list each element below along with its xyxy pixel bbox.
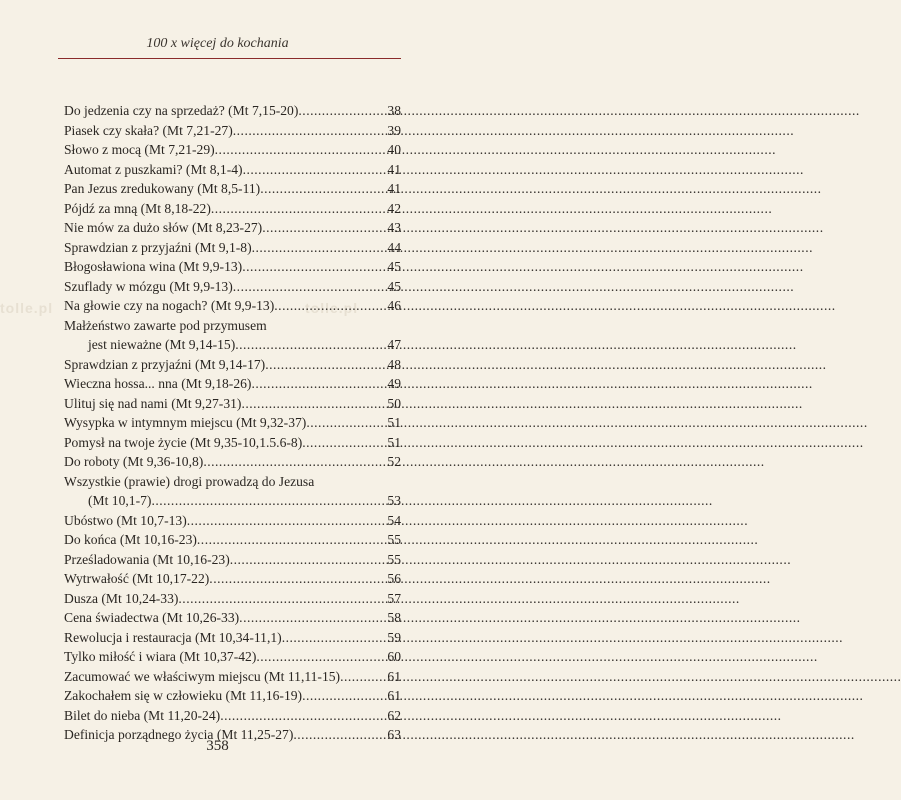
toc-entry-page: 56: [387, 571, 401, 586]
toc-entry: [64, 199, 401, 219]
toc-entry-page: 59: [387, 629, 401, 645]
dot-leader: [220, 706, 386, 726]
dot-leader: [187, 511, 387, 531]
toc-entry-page: 55: [387, 551, 401, 567]
toc-entry: [64, 140, 401, 160]
toc-entry-title: Na głowie czy na nogach? (Mt 9,9-13): [64, 298, 275, 313]
toc-entry-title: Pomysł na twoje życie (Mt 9,35-10,1.5.6-8): [64, 434, 303, 450]
dot-leader: [256, 647, 386, 667]
dot-leader: [239, 608, 386, 628]
dot-leader: [209, 569, 386, 589]
toc-entry: [64, 394, 401, 414]
toc-entry: [64, 472, 401, 511]
toc-entry: [64, 101, 401, 121]
toc-entry-title: Do końca (Mt 10,16-23): [64, 532, 197, 547]
toc-entry: [64, 706, 401, 726]
table-of-contents: [64, 101, 401, 745]
header-rule: [58, 58, 401, 59]
dot-leader: [233, 121, 387, 141]
dot-leader: [235, 335, 386, 355]
toc-entry: [64, 569, 401, 589]
toc-entry-title: Definicja porządnego życia (Mt 11,25-27): [64, 727, 294, 742]
toc-entry-title: Do roboty (Mt 9,36-10,8): [64, 454, 204, 469]
toc-entry: [64, 355, 401, 375]
watermark-left: tolle.pl: [0, 300, 54, 316]
toc-entry: [64, 413, 401, 433]
toc-entry: [64, 160, 401, 180]
toc-entry-page: 61: [387, 668, 401, 684]
toc-entry-title: Błogosławiona wina (Mt 9,9-13): [64, 259, 243, 274]
toc-entry-title: Zacumować we właściwym miejscu (Mt 11,11-15): [64, 668, 341, 684]
toc-entry: [64, 238, 401, 258]
dot-leader: [230, 550, 387, 570]
dot-leader: [251, 374, 386, 394]
watermark-right: tolle.pl: [305, 300, 359, 316]
toc-entry-page: 63: [387, 727, 401, 742]
dot-leader: [274, 296, 386, 316]
dot-leader: [265, 355, 386, 375]
dot-leader: [203, 452, 386, 472]
toc-entry-title: Dusza (Mt 10,24-33): [64, 590, 179, 606]
dot-leader: [340, 667, 386, 687]
toc-entry: [64, 452, 401, 472]
toc-entry-title: Pan Jezus zredukowany (Mt 8,5-11): [64, 181, 261, 196]
toc-entry-title: Tylko miłość i wiara (Mt 10,37-42): [64, 649, 257, 664]
dot-leader: [252, 238, 387, 258]
toc-entry-page: 40: [387, 142, 401, 157]
toc-entry: [64, 257, 401, 277]
toc-entry: [64, 374, 401, 394]
toc-entry-page: 55: [387, 532, 401, 547]
toc-entry-title: Cena świadectwa (Mt 10,26-33): [64, 610, 240, 625]
toc-entry-title: Słowo z mocą (Mt 7,21-29): [64, 142, 215, 157]
toc-entry: [64, 589, 401, 609]
toc-entry: [64, 296, 401, 316]
toc-entry-page: 47: [387, 337, 401, 352]
toc-entry-page: 50: [387, 395, 401, 411]
dot-leader: [306, 413, 386, 433]
dot-leader: [260, 179, 386, 199]
toc-entry-page: 38: [387, 103, 401, 118]
dot-leader: [242, 257, 386, 277]
toc-entry-page: 61: [387, 688, 401, 703]
dot-leader: [151, 491, 386, 511]
toc-entry-page: 57: [387, 590, 401, 606]
toc-entry-title: Piasek czy skała? (Mt 7,21-27): [64, 122, 233, 138]
toc-entry-title: Zakochałem się w człowieku (Mt 11,16-19): [64, 688, 303, 703]
toc-entry: [64, 218, 401, 238]
dot-leader: [262, 218, 386, 238]
toc-entry-page: 53: [387, 493, 401, 508]
dot-leader: [282, 628, 387, 648]
toc-entry: [64, 179, 401, 199]
toc-entry-title: Sprawdzian z przyjaźni (Mt 9,14-17): [64, 356, 266, 372]
dot-leader: [215, 140, 387, 160]
dot-leader: [243, 160, 387, 180]
toc-entry-page: 51: [387, 434, 401, 450]
toc-entry-page: 41: [387, 181, 401, 196]
toc-entry-title: Szuflady w mózgu (Mt 9,9-13): [64, 278, 233, 294]
toc-entry-title-continued: jest nieważne (Mt 9,14-15): [88, 337, 236, 352]
dot-leader: [211, 199, 387, 219]
toc-entry-page: 52: [387, 454, 401, 469]
toc-entry-page: 60: [387, 649, 401, 664]
toc-entry-page: 51: [387, 415, 401, 430]
toc-entry-page: 46: [387, 298, 401, 313]
toc-entry-title: Automat z puszkami? (Mt 8,1-4): [64, 161, 243, 177]
dot-leader: [233, 277, 387, 297]
dot-leader: [302, 686, 386, 706]
toc-entry: [64, 511, 401, 531]
toc-entry-title: Wytrwałość (Mt 10,17-22): [64, 571, 210, 586]
toc-entry: [64, 121, 401, 141]
toc-entry-page: 62: [387, 707, 401, 723]
toc-entry: [64, 686, 401, 706]
toc-entry-title: Wysypka w intymnym miejscu (Mt 9,32-37): [64, 415, 307, 430]
toc-entry-title: Sprawdzian z przyjaźni (Mt 9,1-8): [64, 239, 252, 255]
toc-entry-page: 42: [387, 200, 401, 216]
toc-entry-title: Nie mów za dużo słów (Mt 8,23-27): [64, 220, 263, 235]
toc-entry-page: 39: [387, 122, 401, 138]
toc-entry-page: 58: [387, 610, 401, 625]
toc-entry-title-continued: (Mt 10,1-7): [88, 493, 152, 508]
toc-entry-title: Pójdź za mną (Mt 8,18-22): [64, 200, 211, 216]
toc-entry: [64, 647, 401, 667]
toc-entry-page: 49: [387, 376, 401, 391]
toc-entry-title: Bilet do nieba (Mt 11,20-24): [64, 707, 221, 723]
toc-entry: [64, 433, 401, 453]
toc-entry-page: 41: [387, 161, 401, 177]
toc-entry-title: Ulituj się nad nami (Mt 9,27-31): [64, 395, 242, 411]
book-page: [0, 0, 435, 800]
toc-entry-page: 48: [387, 356, 401, 372]
toc-entry-page: 54: [387, 512, 401, 528]
toc-entry-title: Do jedzenia czy na sprzedaż? (Mt 7,15-20): [64, 103, 299, 118]
dot-leader: [302, 433, 386, 453]
page-number: 358: [206, 738, 229, 754]
toc-entry: [64, 667, 401, 687]
toc-entry: [64, 628, 401, 648]
dot-leader: [178, 589, 386, 609]
dot-leader: [241, 394, 386, 414]
toc-entry-title: Wieczna hossa... nna (Mt 9,18-26): [64, 376, 252, 391]
toc-entry-page: 45: [387, 259, 401, 274]
dot-leader: [298, 101, 386, 121]
toc-entry-page: 45: [387, 278, 401, 294]
toc-entry: [64, 277, 401, 297]
dot-leader: [197, 530, 387, 550]
toc-entry-page: 43: [387, 220, 401, 235]
toc-entry: [64, 316, 401, 355]
toc-entry: [64, 550, 401, 570]
toc-entry-title: Rewolucja i restauracja (Mt 10,34-11,1): [64, 629, 282, 645]
toc-entry-title: Ubóstwo (Mt 10,7-13): [64, 512, 187, 528]
toc-entry: [64, 608, 401, 628]
toc-entry-page: 44: [387, 239, 401, 255]
running-head: 100 x więcej do kochania: [146, 36, 289, 51]
toc-entry-title: Wszystkie (prawie) drogi prowadzą do Jezusa: [64, 473, 315, 489]
toc-entry-title: Prześladowania (Mt 10,16-23): [64, 551, 230, 567]
toc-entry-title: Małżeństwo zawarte pod przymusem: [64, 317, 267, 333]
toc-entry: [64, 530, 401, 550]
